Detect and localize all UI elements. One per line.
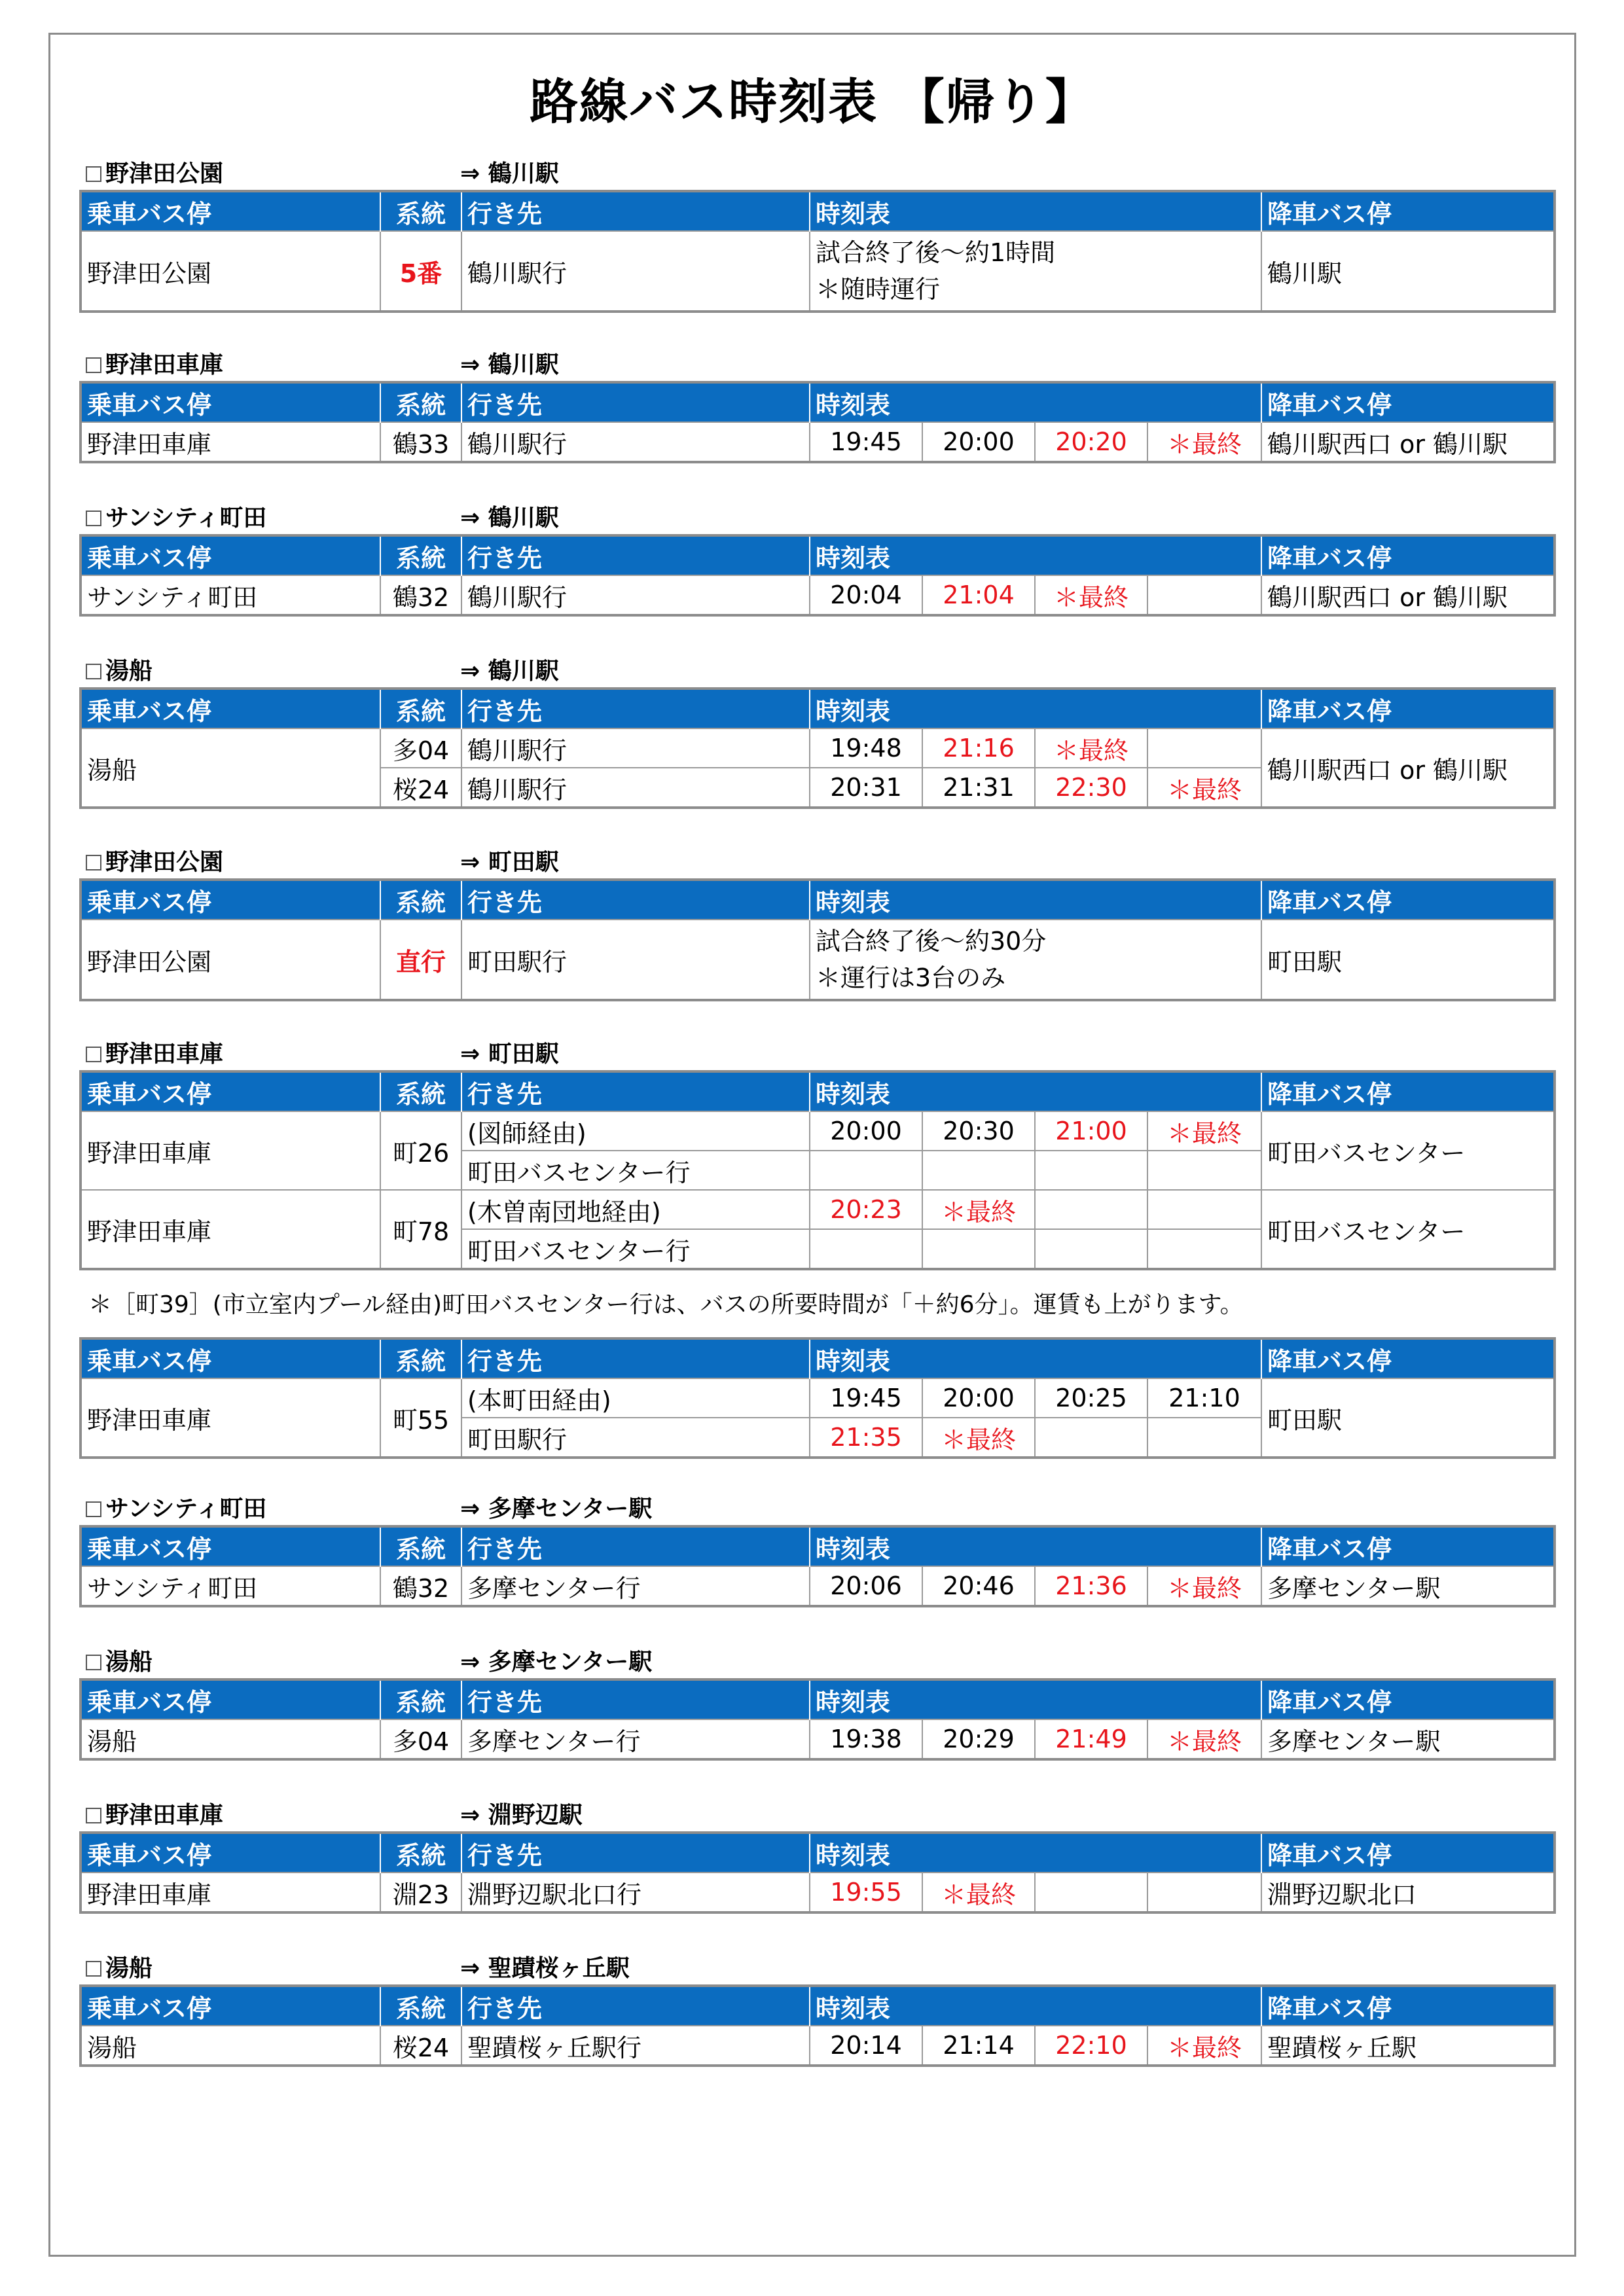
departure-time: 21:00 bbox=[1035, 1111, 1147, 1151]
empty-time-cell bbox=[1147, 1151, 1261, 1190]
timetable-table bbox=[79, 190, 1556, 313]
header-system: 系統 bbox=[380, 880, 461, 920]
destination-label: ⇒ 鶴川駅 bbox=[460, 160, 559, 187]
timetable-table bbox=[79, 1070, 1556, 1270]
departure-time: 20:29 bbox=[922, 1719, 1035, 1759]
header-destination: 行き先 bbox=[461, 1833, 810, 1873]
destination-label: ⇒ 多摩センター駅 bbox=[460, 1649, 653, 1676]
checkbox-icon bbox=[86, 1961, 101, 1977]
departure-time: 19:38 bbox=[810, 1719, 922, 1759]
destination-label: ⇒ 鶴川駅 bbox=[460, 351, 559, 378]
origin-label: 野津田車庫 bbox=[105, 1041, 224, 1067]
header-alight: 降車バス停 bbox=[1261, 1833, 1555, 1873]
departure-time: 19:55 bbox=[810, 1873, 922, 1912]
header-alight: 降車バス停 bbox=[1261, 1526, 1555, 1566]
route-system: 桜24 bbox=[380, 768, 461, 808]
route-destination: 町田バスセンター行 bbox=[461, 1229, 810, 1269]
header-timetable: 時刻表 bbox=[810, 689, 1261, 728]
empty-time-cell bbox=[1147, 1190, 1261, 1229]
header-system: 系統 bbox=[380, 1679, 461, 1719]
departure-time: 21:31 bbox=[922, 768, 1035, 808]
timetable-table bbox=[79, 1984, 1556, 2067]
header-system: 系統 bbox=[380, 1986, 461, 2026]
departure-time: 20:06 bbox=[810, 1566, 922, 1606]
header-stop: 乗車バス停 bbox=[81, 1526, 380, 1566]
header-destination: 行き先 bbox=[461, 689, 810, 728]
last-bus-mark: ＊最終 bbox=[1035, 575, 1147, 615]
last-bus-mark: ＊最終 bbox=[922, 1190, 1035, 1229]
boarding-stop: サンシティ町田 bbox=[81, 575, 380, 615]
boarding-stop: 野津田車庫 bbox=[81, 422, 380, 462]
header-alight: 降車バス停 bbox=[1261, 1679, 1555, 1719]
header-stop: 乗車バス停 bbox=[81, 880, 380, 920]
header-alight: 降車バス停 bbox=[1261, 1338, 1555, 1378]
section-nozuta-depot-tsurukawa bbox=[79, 347, 1553, 463]
route-destination: 町田バスセンター行 bbox=[461, 1151, 810, 1190]
timetable-table bbox=[79, 878, 1556, 1001]
boarding-stop: 野津田車庫 bbox=[81, 1873, 380, 1912]
origin-label: 野津田公園 bbox=[105, 160, 224, 187]
departure-time: 20:00 bbox=[922, 422, 1035, 462]
boarding-stop: 野津田公園 bbox=[81, 231, 380, 312]
route-destination: 多摩センター行 bbox=[461, 1566, 810, 1606]
route-destination: 鶴川駅行 bbox=[461, 575, 810, 615]
route-system: 鶴32 bbox=[380, 1566, 461, 1606]
route-system: 鶴33 bbox=[380, 422, 461, 462]
boarding-stop: 湯船 bbox=[81, 728, 380, 808]
header-system: 系統 bbox=[380, 1526, 461, 1566]
boarding-stop: 野津田車庫 bbox=[81, 1378, 380, 1458]
header-stop: 乗車バス停 bbox=[81, 689, 380, 728]
empty-time-cell bbox=[922, 1229, 1035, 1269]
alighting-stop: 聖蹟桜ヶ丘駅 bbox=[1261, 2026, 1555, 2066]
departure-time: 19:45 bbox=[810, 1378, 922, 1418]
alighting-stop: 多摩センター駅 bbox=[1261, 1719, 1555, 1759]
header-timetable: 時刻表 bbox=[810, 1833, 1261, 1873]
header-timetable: 時刻表 bbox=[810, 1338, 1261, 1378]
alighting-stop: 鶴川駅西口 or 鶴川駅 bbox=[1261, 422, 1555, 462]
header-stop: 乗車バス停 bbox=[81, 1833, 380, 1873]
route-system: 町55 bbox=[380, 1378, 461, 1458]
origin-label: 湯船 bbox=[105, 1955, 153, 1982]
time-note: 試合終了後～約30分 ＊運行は3台のみ bbox=[810, 920, 1261, 1000]
header-stop: 乗車バス停 bbox=[81, 382, 380, 422]
route-system: 多04 bbox=[380, 1719, 461, 1759]
checkbox-icon bbox=[86, 1047, 101, 1062]
section-yubune-seiseki bbox=[79, 1950, 1553, 2067]
departure-time: 20:20 bbox=[1035, 422, 1147, 462]
empty-time-cell bbox=[1035, 1873, 1147, 1912]
header-system: 系統 bbox=[380, 1833, 461, 1873]
departure-time: 21:49 bbox=[1035, 1719, 1147, 1759]
origin-label: 湯船 bbox=[105, 658, 153, 685]
route-destination: 町田駅行 bbox=[461, 920, 810, 1000]
header-stop: 乗車バス停 bbox=[81, 535, 380, 575]
header-destination: 行き先 bbox=[461, 1071, 810, 1111]
checkbox-icon bbox=[86, 664, 101, 679]
timetable-table bbox=[79, 687, 1556, 809]
header-alight: 降車バス停 bbox=[1261, 191, 1555, 231]
route-via: (木曽南団地経由) bbox=[461, 1190, 810, 1229]
checkbox-icon bbox=[86, 855, 101, 870]
route-destination: 町田駅行 bbox=[461, 1418, 810, 1458]
route-destination: 聖蹟桜ヶ丘駅行 bbox=[461, 2026, 810, 2066]
empty-time-cell bbox=[810, 1151, 922, 1190]
alighting-stop: 多摩センター駅 bbox=[1261, 1566, 1555, 1606]
origin-label: 野津田車庫 bbox=[105, 1802, 224, 1829]
departure-time: 20:04 bbox=[810, 575, 922, 615]
empty-time-cell bbox=[1035, 1229, 1147, 1269]
section-suncity-tama bbox=[79, 1491, 1553, 1607]
header-system: 系統 bbox=[380, 535, 461, 575]
alighting-stop: 鶴川駅西口 or 鶴川駅 bbox=[1261, 575, 1555, 615]
header-system: 系統 bbox=[380, 1071, 461, 1111]
route-system: 直行 bbox=[380, 920, 461, 1000]
departure-time: 21:10 bbox=[1147, 1378, 1261, 1418]
empty-time-cell bbox=[1147, 575, 1261, 615]
empty-time-cell bbox=[1035, 1190, 1147, 1229]
header-destination: 行き先 bbox=[461, 1526, 810, 1566]
route-destination: 鶴川駅行 bbox=[461, 231, 810, 312]
empty-time-cell bbox=[810, 1229, 922, 1269]
header-timetable: 時刻表 bbox=[810, 535, 1261, 575]
departure-time: 21:16 bbox=[922, 728, 1035, 768]
section-nozuta-park-machida bbox=[79, 844, 1553, 1001]
page-title: 路線バス時刻表 【帰り】 bbox=[530, 74, 1095, 130]
departure-time: 20:00 bbox=[810, 1111, 922, 1151]
header-stop: 乗車バス停 bbox=[81, 1071, 380, 1111]
empty-time-cell bbox=[922, 1151, 1035, 1190]
alighting-stop: 淵野辺駅北口 bbox=[1261, 1873, 1555, 1912]
empty-time-cell bbox=[1147, 728, 1261, 768]
header-system: 系統 bbox=[380, 689, 461, 728]
destination-label: ⇒ 多摩センター駅 bbox=[460, 1496, 653, 1522]
checkbox-icon bbox=[86, 1655, 101, 1670]
checkbox-icon bbox=[86, 1501, 101, 1517]
alighting-stop: 鶴川駅西口 or 鶴川駅 bbox=[1261, 728, 1555, 808]
last-bus-mark: ＊最終 bbox=[922, 1873, 1035, 1912]
header-system: 系統 bbox=[380, 191, 461, 231]
alighting-stop: 町田駅 bbox=[1261, 1378, 1555, 1458]
header-stop: 乗車バス停 bbox=[81, 1338, 380, 1378]
route-system: 桜24 bbox=[380, 2026, 461, 2066]
section-suncity-tsurukawa bbox=[79, 500, 1553, 617]
departure-time: 22:30 bbox=[1035, 768, 1147, 808]
origin-label: サンシティ町田 bbox=[105, 1496, 267, 1522]
header-timetable: 時刻表 bbox=[810, 1071, 1261, 1111]
origin-label: 野津田車庫 bbox=[105, 351, 224, 378]
departure-time: 20:25 bbox=[1035, 1378, 1147, 1418]
header-alight: 降車バス停 bbox=[1261, 535, 1555, 575]
header-timetable: 時刻表 bbox=[810, 1526, 1261, 1566]
header-destination: 行き先 bbox=[461, 191, 810, 231]
destination-label: ⇒ 町田駅 bbox=[460, 1041, 559, 1067]
boarding-stop: 野津田車庫 bbox=[81, 1190, 380, 1269]
header-timetable: 時刻表 bbox=[810, 191, 1261, 231]
last-bus-mark: ＊最終 bbox=[1147, 1719, 1261, 1759]
header-destination: 行き先 bbox=[461, 1679, 810, 1719]
timetable-page bbox=[48, 33, 1576, 2257]
route-via: (本町田経由) bbox=[461, 1378, 810, 1418]
header-destination: 行き先 bbox=[461, 880, 810, 920]
last-bus-mark: ＊最終 bbox=[922, 1418, 1035, 1458]
route-via: (図師経由) bbox=[461, 1111, 810, 1151]
route-system: 町26 bbox=[380, 1111, 461, 1190]
header-alight: 降車バス停 bbox=[1261, 382, 1555, 422]
destination-label: ⇒ 鶴川駅 bbox=[460, 658, 559, 685]
departure-time: 20:31 bbox=[810, 768, 922, 808]
departure-time: 22:10 bbox=[1035, 2026, 1147, 2066]
origin-label: 湯船 bbox=[105, 1649, 153, 1676]
route-system: 多04 bbox=[380, 728, 461, 768]
departure-time: 20:23 bbox=[810, 1190, 922, 1229]
departure-time: 21:35 bbox=[810, 1418, 922, 1458]
alighting-stop: 鶴川駅 bbox=[1261, 231, 1555, 312]
departure-time: 21:14 bbox=[922, 2026, 1035, 2066]
empty-time-cell bbox=[1147, 1418, 1261, 1458]
boarding-stop: 湯船 bbox=[81, 2026, 380, 2066]
route-destination: 鶴川駅行 bbox=[461, 422, 810, 462]
timetable-table bbox=[79, 1525, 1556, 1607]
origin-label: 野津田公園 bbox=[105, 849, 224, 876]
route-system: 町78 bbox=[380, 1190, 461, 1269]
route-destination: 鶴川駅行 bbox=[461, 768, 810, 808]
empty-time-cell bbox=[1035, 1418, 1147, 1458]
empty-time-cell bbox=[1035, 1151, 1147, 1190]
section-nozuta-depot-machida bbox=[79, 1036, 1553, 1270]
header-destination: 行き先 bbox=[461, 1338, 810, 1378]
origin-label: サンシティ町田 bbox=[105, 505, 267, 531]
last-bus-mark: ＊最終 bbox=[1147, 1111, 1261, 1151]
header-destination: 行き先 bbox=[461, 535, 810, 575]
boarding-stop: サンシティ町田 bbox=[81, 1566, 380, 1606]
destination-label: ⇒ 町田駅 bbox=[460, 849, 559, 876]
empty-time-cell bbox=[1147, 1873, 1261, 1912]
header-alight: 降車バス停 bbox=[1261, 1986, 1555, 2026]
departure-time: 20:14 bbox=[810, 2026, 922, 2066]
destination-label: ⇒ 聖蹟桜ヶ丘駅 bbox=[460, 1955, 630, 1982]
header-stop: 乗車バス停 bbox=[81, 1986, 380, 2026]
header-timetable: 時刻表 bbox=[810, 1986, 1261, 2026]
route-destination: 鶴川駅行 bbox=[461, 728, 810, 768]
section-nozuta-depot-fuchinobe bbox=[79, 1797, 1553, 1914]
section-nozuta-park-tsurukawa bbox=[79, 156, 1553, 313]
alighting-stop: 町田バスセンター bbox=[1261, 1190, 1555, 1269]
boarding-stop: 湯船 bbox=[81, 1719, 380, 1759]
boarding-stop: 野津田公園 bbox=[81, 920, 380, 1000]
departure-time: 21:04 bbox=[922, 575, 1035, 615]
departure-time: 20:46 bbox=[922, 1566, 1035, 1606]
route-system: 淵23 bbox=[380, 1873, 461, 1912]
timetable-table bbox=[79, 1831, 1556, 1914]
timetable-table bbox=[79, 381, 1556, 463]
boarding-stop: 野津田車庫 bbox=[81, 1111, 380, 1190]
fare-note: ＊［町39］(市立室内プール経由)町田バスセンター行は、バスの所要時間が「＋約6分」。運賃も上がります。 bbox=[88, 1291, 1244, 1318]
alighting-stop: 町田バスセンター bbox=[1261, 1111, 1555, 1190]
last-bus-mark: ＊最終 bbox=[1035, 728, 1147, 768]
header-stop: 乗車バス停 bbox=[81, 191, 380, 231]
header-stop: 乗車バス停 bbox=[81, 1679, 380, 1719]
departure-time: 21:36 bbox=[1035, 1566, 1147, 1606]
checkbox-icon bbox=[86, 357, 101, 373]
checkbox-icon bbox=[86, 166, 101, 182]
departure-time: 19:45 bbox=[810, 422, 922, 462]
header-timetable: 時刻表 bbox=[810, 1679, 1261, 1719]
header-destination: 行き先 bbox=[461, 1986, 810, 2026]
empty-time-cell bbox=[1147, 1229, 1261, 1269]
alighting-stop: 町田駅 bbox=[1261, 920, 1555, 1000]
header-alight: 降車バス停 bbox=[1261, 689, 1555, 728]
departure-time: 20:00 bbox=[922, 1378, 1035, 1418]
header-destination: 行き先 bbox=[461, 382, 810, 422]
header-alight: 降車バス停 bbox=[1261, 1071, 1555, 1111]
header-timetable: 時刻表 bbox=[810, 382, 1261, 422]
route-system: 5番 bbox=[380, 231, 461, 312]
header-system: 系統 bbox=[380, 1338, 461, 1378]
checkbox-icon bbox=[86, 511, 101, 526]
last-bus-mark: ＊最終 bbox=[1147, 422, 1261, 462]
section-nozuta-depot-machida-55 bbox=[79, 1337, 1553, 1459]
timetable-table bbox=[79, 1337, 1556, 1459]
last-bus-mark: ＊最終 bbox=[1147, 2026, 1261, 2066]
route-destination: 多摩センター行 bbox=[461, 1719, 810, 1759]
timetable-table bbox=[79, 1678, 1556, 1761]
destination-label: ⇒ 鶴川駅 bbox=[460, 505, 559, 531]
time-note: 試合終了後～約1時間 ＊随時運行 bbox=[810, 231, 1261, 312]
timetable-table bbox=[79, 534, 1556, 617]
route-system: 鶴32 bbox=[380, 575, 461, 615]
header-alight: 降車バス停 bbox=[1261, 880, 1555, 920]
section-yubune-tama bbox=[79, 1644, 1553, 1761]
departure-time: 19:48 bbox=[810, 728, 922, 768]
last-bus-mark: ＊最終 bbox=[1147, 1566, 1261, 1606]
last-bus-mark: ＊最終 bbox=[1147, 768, 1261, 808]
route-destination: 淵野辺駅北口行 bbox=[461, 1873, 810, 1912]
checkbox-icon bbox=[86, 1808, 101, 1823]
section-yubune-tsurukawa bbox=[79, 653, 1553, 809]
destination-label: ⇒ 淵野辺駅 bbox=[460, 1802, 583, 1829]
header-system: 系統 bbox=[380, 382, 461, 422]
header-timetable: 時刻表 bbox=[810, 880, 1261, 920]
departure-time: 20:30 bbox=[922, 1111, 1035, 1151]
